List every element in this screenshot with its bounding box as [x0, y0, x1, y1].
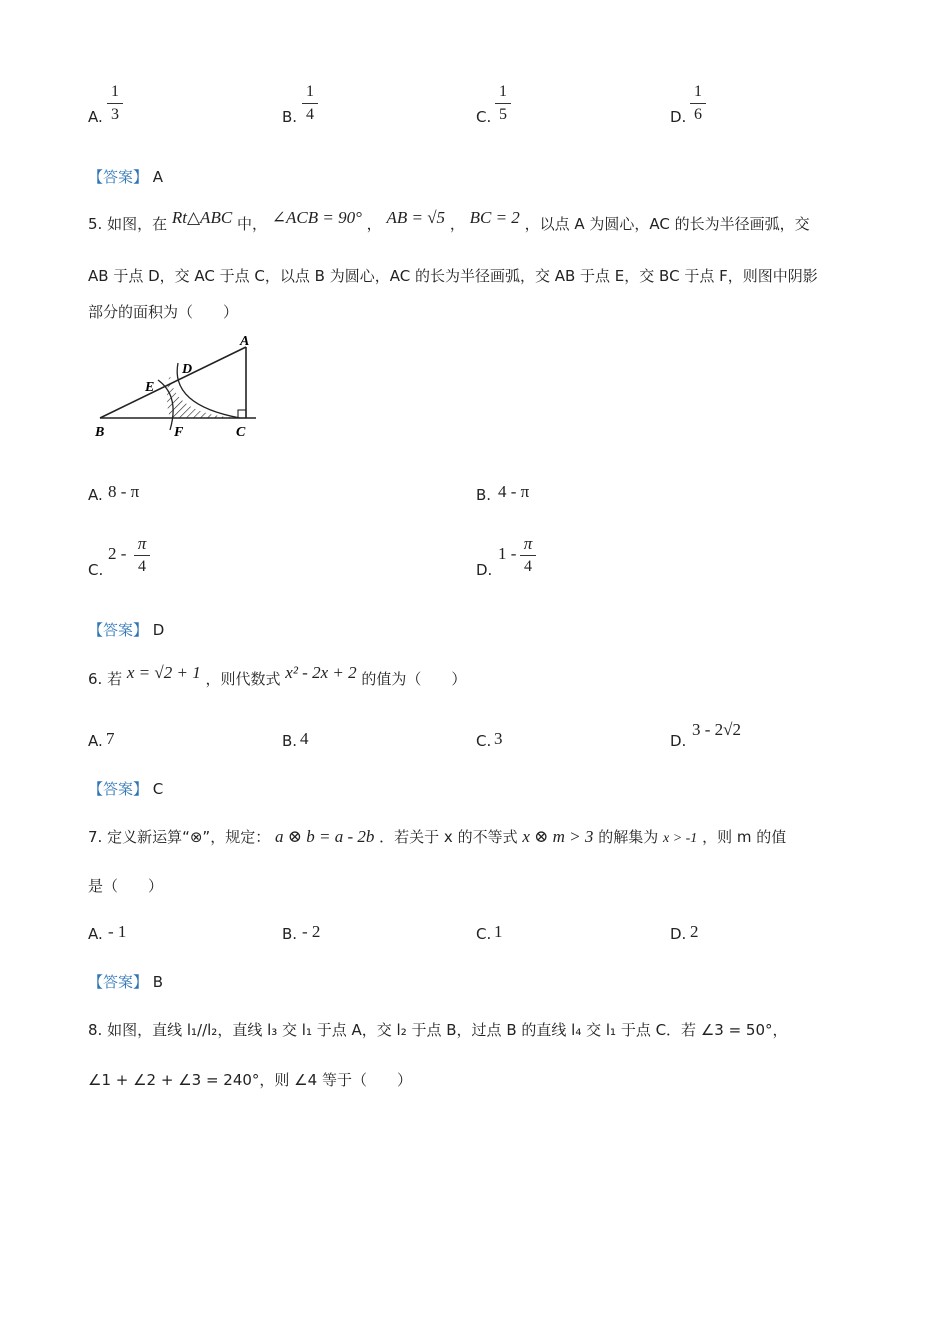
q5-triangle-figure [90, 330, 270, 445]
q5-option-a-label: A. [88, 486, 103, 504]
q4-answer [88, 167, 163, 187]
q5-option-b-expr: 4 - π [498, 482, 530, 501]
q7-inequality: x ⊗ m > 3 [522, 827, 594, 846]
label-e: E [145, 380, 155, 395]
answer-tag: 【答案】 [88, 780, 149, 798]
answer-value: C [152, 780, 164, 798]
q7-rule: a ⊗ b = a - 2b [274, 827, 375, 846]
q6-answer [88, 779, 163, 799]
answer-tag: 【答案】 [88, 973, 149, 991]
q4-option-c-fraction: 1 5 [495, 83, 511, 124]
answer-value: B [152, 973, 164, 991]
q4-option-d-fraction: 1 6 [690, 83, 706, 124]
q5-option-d-fraction: π 4 [520, 535, 536, 576]
label-f: F [174, 425, 184, 440]
q5-answer [88, 620, 164, 640]
q5-option-c-fraction: π 4 [134, 535, 150, 576]
q4-option-a-fraction: 1 3 [107, 83, 123, 124]
q5-line1: 5. 如图，在 Rt△ABC 中， ∠ACB = 90° ， AB = √5 ， BC = 2 ，以点 A 为圆心，AC 的长为半径画弧，交 [88, 208, 810, 233]
label-b: B [95, 425, 105, 440]
q7-option-b-label: B. [282, 925, 298, 943]
q5-option-b-label: B. [476, 486, 492, 504]
q5-line2: AB 于点 D，交 AC 于点 C，以点 B 为圆心，AC 的长为半径画弧，交 AB 于点 E，交 BC 于点 F，则图中阴影 [88, 267, 818, 285]
q8-line2: ∠1 + ∠2 + ∠3 = 240°，则 ∠4 等于（ ） [88, 1071, 412, 1089]
q7-line1: 7. 定义新运算“⊗”，规定： a ⊗ b = a - 2b ．若关于 x 的不等式 x ⊗ m > 3 的解集为 x > -1 ，则 m 的值 [88, 827, 787, 846]
q6-option-b-expr: 4 [300, 729, 309, 748]
q7-answer [88, 972, 163, 992]
q4-option-b-fraction: 1 4 [302, 83, 318, 124]
q6-stem: 6. 若 x = √2 + 1 ，则代数式 x² - 2x + 2 的值为（ ） [88, 663, 467, 688]
label-c: C [236, 425, 246, 440]
answer-tag: 【答案】 [88, 621, 149, 639]
q5-angle: ∠ACB = 90° [271, 208, 362, 227]
q5-option-a-expr: 8 - π [108, 482, 140, 501]
q6-option-a-expr: 7 [106, 729, 115, 748]
q7-option-d-label: D. [670, 925, 687, 943]
q7-option-c-label: C. [476, 925, 492, 943]
q6-option-c-label: C. [476, 732, 492, 750]
q5-option-d-pre: 1 - [498, 544, 517, 563]
q5-ab: AB = √5 [386, 208, 446, 227]
q7-option-b-expr: - 2 [302, 922, 321, 941]
q6-option-d-expr: 3 - 2√2 [692, 720, 741, 739]
q5-option-d-label: D. [476, 561, 493, 579]
q7-option-c-expr: 1 [494, 922, 503, 941]
q6-option-d-label: D. [670, 732, 687, 750]
q7-solution: x > -1 [662, 831, 698, 846]
q6-option-b-label: B. [282, 732, 298, 750]
q7-option-a-expr: - 1 [108, 922, 127, 941]
label-a: A [240, 334, 250, 349]
q5-line3: 部分的面积为（ ） [88, 303, 239, 321]
q6-polynomial: x² - 2x + 2 [285, 663, 357, 682]
q5-bc: BC = 2 [469, 208, 520, 227]
q7-option-a-label: A. [88, 925, 103, 943]
answer-value: D [152, 621, 165, 639]
q7-line2: 是（ ） [88, 877, 164, 895]
q4-option-a-label: A. [88, 108, 103, 126]
answer-value: A [152, 168, 164, 186]
q5-option-c-label: C. [88, 561, 104, 579]
answer-tag: 【答案】 [88, 168, 149, 186]
q4-option-b-label: B. [282, 108, 298, 126]
q6-option-a-label: A. [88, 732, 103, 750]
label-d: D [182, 362, 193, 377]
q4-option-c-label: C. [476, 108, 492, 126]
q6-x-expr: x = √2 + 1 [126, 663, 201, 682]
q7-option-d-expr: 2 [690, 922, 699, 941]
q5-rt-abc: Rt△ABC [171, 208, 233, 227]
q6-option-c-expr: 3 [494, 729, 503, 748]
q4-option-d-label: D. [670, 108, 687, 126]
q5-option-c-pre: 2 - [108, 544, 127, 563]
q8-line1: 8. 如图，直线 l₁//l₂，直线 l₃ 交 l₁ 于点 A，交 l₂ 于点 B，过点 B 的直线 l₄ 交 l₁ 于点 C．若 ∠3 = 50°， [88, 1021, 788, 1039]
